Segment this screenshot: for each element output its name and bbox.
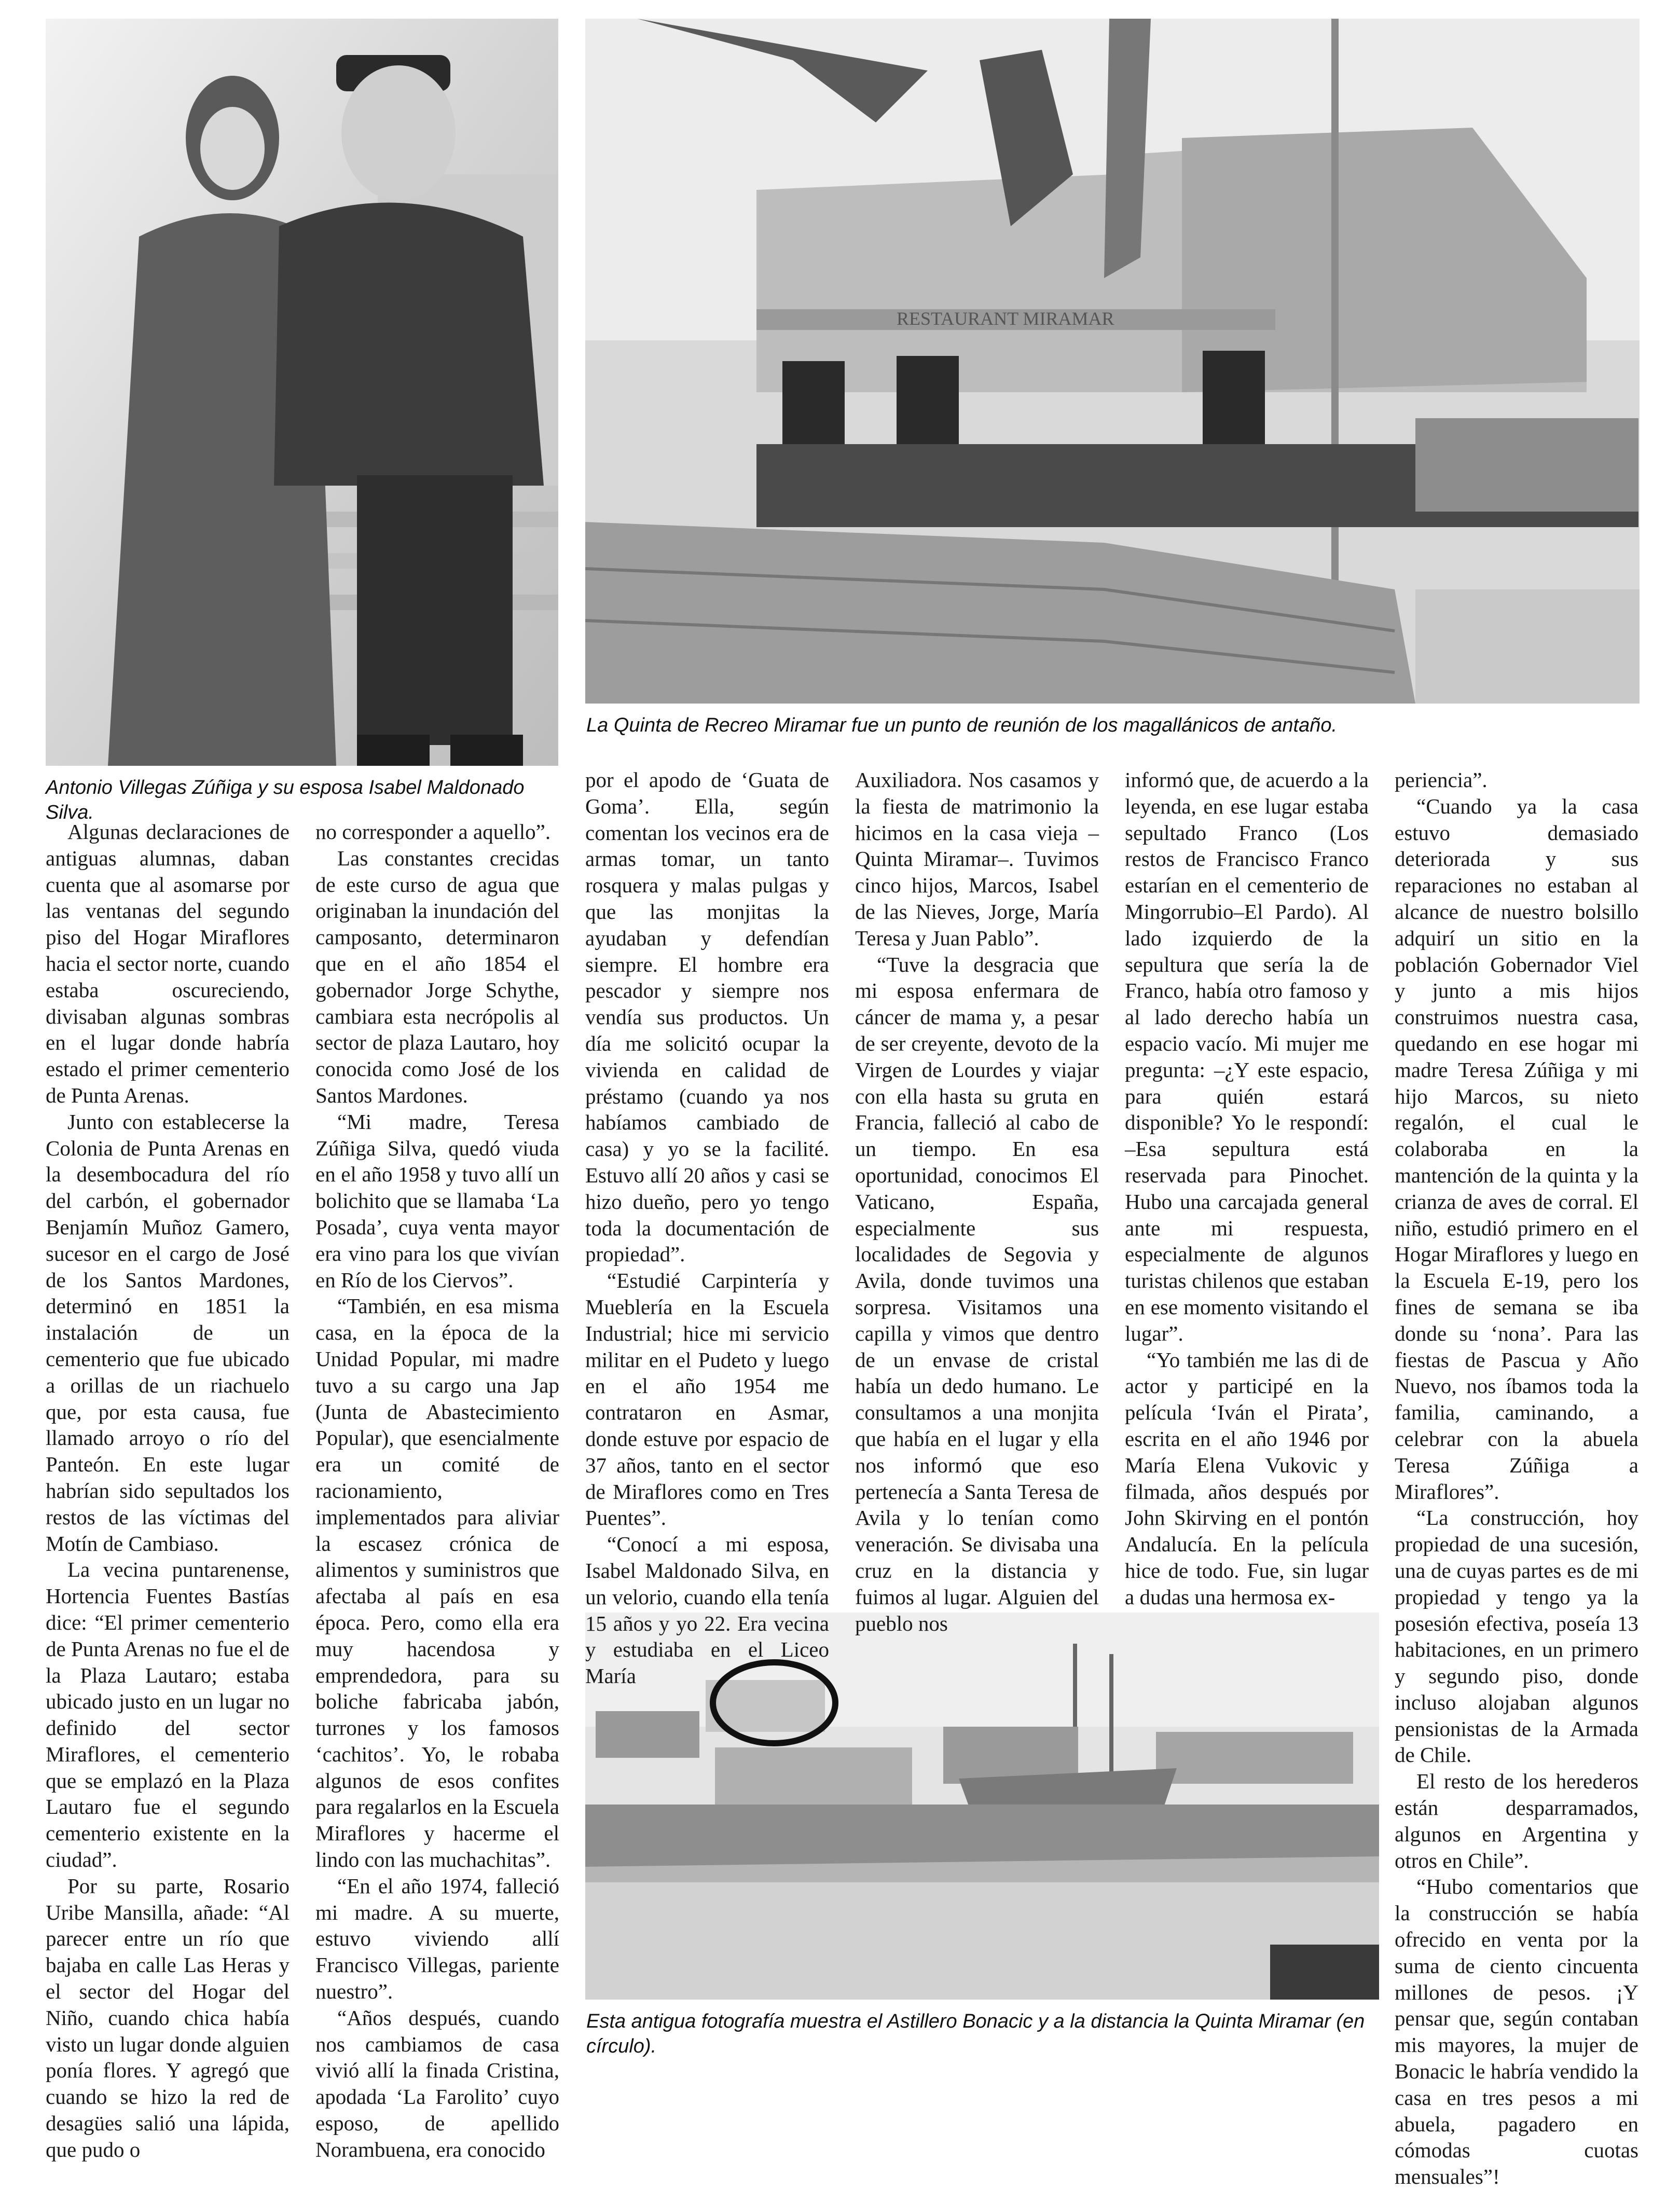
paragraph: “Hubo comentarios que la construcción se había ofrecido en venta por la suma de ciento cincuenta millones de pesos. ¡Y pensar que, según contaban mis mayores, la mujer de Bonacic le habría vendido la casa en tres pesos a mi abuela, pagadero en cómodas cuotas mensuales”! (1395, 1875, 1638, 2189)
paragraph: “La construcción, hoy propiedad de una sucesión, una de cuyas partes es de mi propiedad y tengo ya la posesión efectiva, poseía 13 habitaciones, en un primero y segundo piso, donde incluso alojaban algunos pensionistas de la Armada de Chile. (1395, 1506, 1638, 1767)
paragraph: Auxiliadora. Nos casamos y la fiesta de matrimonio la hicimos en la casa vieja –Quinta Miramar–. Tuvimos cinco hijos, Marcos, Isabel de las Nieves, Jorge, María Teresa y Juan Pablo”. (855, 768, 1099, 950)
paragraph: Por su parte, Rosario Uribe Mansilla, añade: “Al parecer entre un río que bajaba en calle Las Heras y el sector del Hogar del Niño, cuando chica había visto un lugar donde alguien ponía flores. Y agregó que cuando se hizo la red de desagües salió una lápida, que pudo o (46, 1874, 290, 2161)
article-column-4 (855, 767, 1099, 1636)
article-column-5 (1125, 767, 1369, 1610)
paragraph: Junto con establecerse la Colonia de Punta Arenas en la desembocadura del río del carbón, el gobernador Benjamín Muñoz Gamero, sucesor en el cargo de José de los Santos Mardones, determinó en 1851 la instalación de un cementerio que fue ubicado a orillas de un riachuelo que, por esta causa, fue llamado arroyo o río del Panteón. En este lugar habrían sido sepultados los restos de las víctimas del Motín de Cambiaso. (46, 1109, 290, 1555)
paragraph: Algunas declaraciones de antiguas alumnas, daban cuenta que al asomarse por las ventanas del segundo piso del Hogar Miraflores hacia el sector norte, cuando estaba oscureciendo, divisaban algunas sombras en el lugar donde habría estado el primer cementerio de Punta Arenas. (46, 820, 290, 1107)
quinta-miramar-caption: La Quinta de Recreo Miramar fue un punto de reunión de los magallánicos de antaño. (586, 714, 1338, 736)
paragraph: “Cuando ya la casa estuvo demasiado deteriorada y sus reparaciones no estaban al alcance de nuestro bolsillo adquirí un sitio en la población Gobernador Viel y junto a mis hijos construimos nuestra casa, quedando en ese hogar mi madre Teresa Zúñiga y mi hijo Marcos, su nieto regalón, el cual le colaboraba en la mantención de la quinta y la crianza de aves de corral. El niño, estudió primero en el Hogar Miraflores y luego en la Escuela E-19, pero los fines de semana se iba donde su ‘nona’. Para las fiestas de Pascua y Año Nuevo, nos íbamos toda la familia, caminando, a celebrar con la abuela Teresa Zúñiga a Miraflores”. (1395, 794, 1638, 1504)
paragraph: “Mi madre, Teresa Zúñiga Silva, quedó viuda en el año 1958 y tuvo allí un bolichito que se llamaba ‘La Posada’, cuya venta mayor era vino para los que vivían en Río de los Ciervos”. (315, 1109, 559, 1292)
paragraph: El resto de los herederos están desparramados, algunos en Argentina y otros en Chile”. (1395, 1769, 1638, 1872)
paragraph: “También, en esa misma casa, en la época de la Unidad Popular, mi madre tuvo a su cargo una Jap (Junta de Abastecimiento Popular), que esencialmente era un comité de racionamiento, implementados para aliviar la escasez crónica de alimentos y suministros que afectaba al país en esa época. Pero, como ella era muy hacendosa y emprendedora, para su boliche fabricaba jabón, turrones y los famosos ‘cachitos’. Yo, le robaba algunos de esos confites para regalarlos en la Escuela Miraflores y hacerme el lindo con las muchachitas”. (315, 1294, 559, 1872)
paragraph: periencia”. (1395, 768, 1488, 792)
paragraph: La vecina puntarenense, Hortencia Fuentes Bastías dice: “El primer cementerio de Punta Arenas no fue el de la Plaza Lautaro; estaba ubicado justo en un lugar no definido del sector Miraflores, el cementerio que se emplazó en la Plaza Lautaro fue el segundo cementerio existente en la ciudad”. (46, 1558, 290, 1872)
building-photo-icon (585, 19, 1640, 704)
paragraph: “Estudié Carpintería y Mueblería en la Escuela Industrial; hice mi servicio militar en el Pudeto y luego en el año 1954 me contrataron en Asmar, donde estuve por espacio de 37 años, tanto en el sector de Miraflores como en Tres Puentes”. (585, 1269, 829, 1530)
paragraph: “Conocí a mi esposa, Isabel Maldonado Silva, en un velorio, cuando ella tenía 15 años y yo 22. Era vecina y estudiaba en el Liceo María (585, 1532, 829, 1688)
paragraph: “En el año 1974, falleció mi madre. A su muerte, estuvo viviendo allí Francisco Villegas, pariente nuestro”. (315, 1874, 559, 2004)
article-column-3 (585, 767, 829, 1689)
quinta-miramar-photo (585, 19, 1640, 704)
couple-photo (46, 19, 558, 766)
paragraph: Las constantes crecidas de este curso de agua que originaban la inundación del camposanto, determinaron que en el año 1854 el gobernador Jorge Schythe, cambiara esta necrópolis al sector de plaza Lautaro, hoy conocida como José de los Santos Mardones. (315, 846, 559, 1107)
astillero-caption: Esta antigua fotografía muestra el Astillero Bonacic y a la distancia la Quinta Miramar (en círculo). (586, 2010, 1365, 2057)
couple-photo-caption: Antonio Villegas Zúñiga y su esposa Isabel Maldonado Silva. (46, 777, 525, 823)
article-column-6 (1395, 767, 1638, 2190)
building-sign: RESTAURANT MIRAMAR (897, 308, 1114, 329)
paragraph: no corresponder a aquello”. (315, 820, 551, 844)
article-column-2 (315, 819, 559, 2163)
paragraph: “Años después, cuando nos cambiamos de casa vivió allí la finada Cristina, apodada ‘La Farolito’ cuyo esposo, de apellido Norambuena, era conocido (315, 2005, 559, 2161)
paragraph: informó que, de acuerdo a la leyenda, en ese lugar estaba sepultado Franco (Los restos de Francisco Franco estarían en el cementerio de Mingorrubio–El Pardo). Al lado izquierdo de la sepultura que sería la de Franco, había otro famoso y al lado derecho había un espacio vacío. Mi mujer me pregunta: –¿Y este espacio, para quién estará disponible? Yo le respondí: –Esa sepultura está reservada para Pinochet. Hubo una carcajada general ante mi respuesta, especialmente de algunos turistas chilenos que estaban en ese momento visitando el lugar”. (1125, 768, 1369, 1345)
paragraph: por el apodo de ‘Guata de Goma’. Ella, según comentan los vecinos era de armas tomar, un tanto rosquera y malas pulgas y que las monjitas la ayudaban y defendían siempre. El hombre era pescador y siempre nos vendía sus productos. Un día me solicitó ocupar la vivienda en calidad de préstamo (cuando ya nos habíamos cambiado de casa) y yo se la facilité. Estuvo allí 20 años y casi se hizo dueño, pero yo tengo toda la documentación de propiedad”. (585, 768, 829, 1266)
paragraph: “Yo también me las di de actor y participé en la película ‘Iván el Pirata’, escrita en el año 1946 por María Elena Vukovic y filmada, años después por John Skirving en el pontón Andalucía. En la película hice de todo. Fue, sin lugar a dudas una hermosa ex- (1125, 1347, 1369, 1609)
article-column-1 (46, 819, 290, 2163)
portrait-photo-icon (46, 19, 558, 766)
paragraph: “Tuve la desgracia que mi esposa enfermara de cáncer de mama y, a pesar de ser creyente, devoto de la Virgen de Lourdes y viajar con ella hasta su gruta en Francia, falleció al cabo de un tiempo. En esa oportunidad, conocimos El Vaticano, España, especialmente sus localidades de Segovia y Avila, donde tuvimos una sorpresa. Visitamos una capilla y vimos que dentro de un envase de cristal había un dedo humano. Le consultamos a una monjita que había en el lugar y ella nos informó que eso pertenecía a Santa Teresa de Avila y lo tenían como veneración. Se divisaba una cruz en la distancia y fuimos al lugar. Alguien del pueblo nos (855, 952, 1099, 1635)
